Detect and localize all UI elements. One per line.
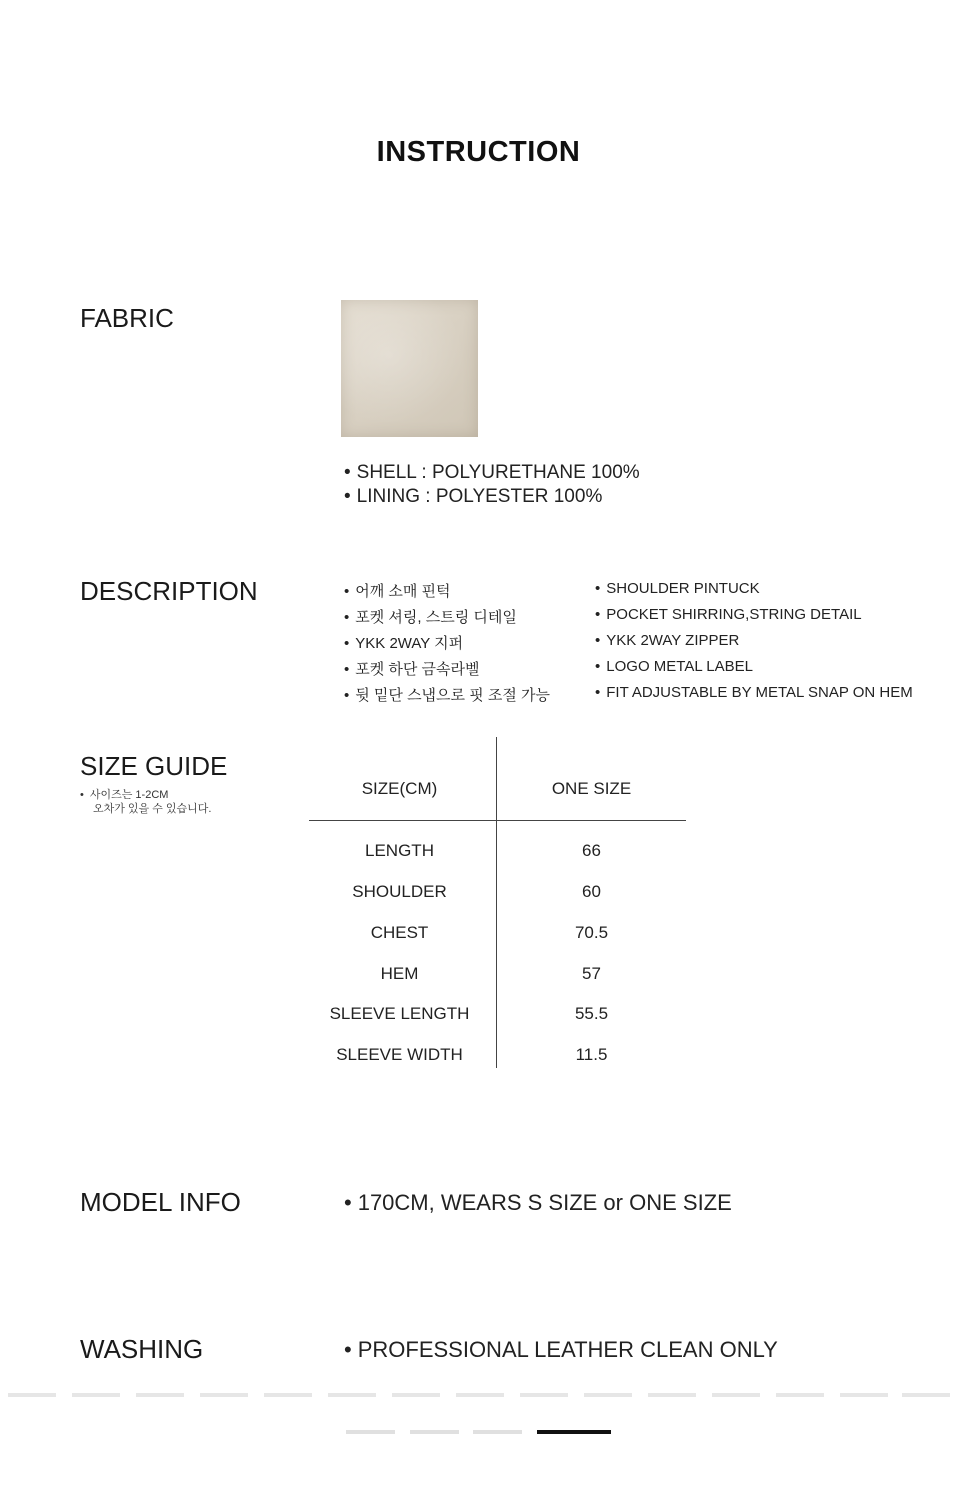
description-heading: DESCRIPTION [80, 576, 258, 606]
fabric-lining-line [344, 486, 602, 508]
table-row-label: CHEST [370, 923, 429, 942]
table-row-value: 60 [582, 882, 601, 901]
divider-dash [648, 1393, 696, 1397]
divider-dash [840, 1393, 888, 1397]
size-tolerance-note [80, 788, 211, 816]
fabric-shell-text: SHELL : POLYURETHANE 100% [356, 462, 640, 483]
bullet-icon: • [344, 661, 350, 678]
list-item-text: 어깨 소매 핀턱 [355, 583, 451, 600]
divider-dash [264, 1393, 312, 1397]
divider-dash [8, 1393, 56, 1397]
list-item [344, 606, 550, 632]
table-row-value: 66 [582, 841, 601, 860]
divider-dash [902, 1393, 950, 1397]
page-title: INSTRUCTION [376, 136, 581, 168]
list-item [344, 684, 550, 710]
divider-dash [328, 1393, 376, 1397]
list-item-text: 뒷 밑단 스냅으로 핏 조절 가능 [355, 687, 550, 704]
table-row-value: 70.5 [574, 923, 609, 942]
list-item-text: YKK 2WAY ZIPPER [606, 632, 740, 649]
fabric-swatch-image [341, 300, 478, 437]
list-item-text: FIT ADJUSTABLE BY METAL SNAP ON HEM [606, 684, 913, 701]
list-item [595, 632, 913, 658]
model-info-heading: MODEL INFO [80, 1187, 241, 1217]
list-item [595, 658, 913, 684]
table-header-size: SIZE(CM) [361, 779, 438, 798]
table-row-label: SLEEVE WIDTH [336, 1045, 463, 1064]
list-item-text: YKK 2WAY 지퍼 [355, 635, 464, 652]
table-row-value: 11.5 [575, 1045, 608, 1064]
description-english-list [595, 580, 913, 710]
table-row-label: SLEEVE LENGTH [329, 1004, 470, 1023]
dashed-divider [0, 1393, 957, 1397]
divider-dash [712, 1393, 760, 1397]
fabric-shell-line [344, 462, 640, 484]
list-item [595, 606, 913, 632]
table-row-label: LENGTH [365, 841, 434, 860]
fabric-lining-text: LINING : POLYESTER 100% [356, 486, 603, 507]
bullet-icon: • [595, 684, 601, 701]
model-info-line [344, 1190, 732, 1216]
bullet-icon: • [344, 687, 350, 704]
divider-dash [520, 1393, 568, 1397]
bullet-icon: • [595, 606, 601, 623]
divider-dash [72, 1393, 120, 1397]
divider-dash [456, 1393, 504, 1397]
list-item [595, 580, 913, 606]
bullet-icon: • [344, 583, 350, 600]
table-header-divider [309, 820, 686, 821]
bullet-icon: • [344, 635, 350, 652]
table-header-one-size: ONE SIZE [551, 779, 632, 798]
list-item [344, 580, 550, 606]
list-item-text: POCKET SHIRRING,STRING DETAIL [606, 606, 862, 623]
table-row-value: 57 [582, 964, 601, 983]
table-row-label: SHOULDER [352, 882, 447, 901]
divider-dash [200, 1393, 248, 1397]
divider-dash [136, 1393, 184, 1397]
bullet-icon: • [595, 658, 601, 675]
washing-heading: WASHING [80, 1334, 204, 1364]
divider-dash [776, 1393, 824, 1397]
fabric-heading: FABRIC [80, 303, 174, 333]
table-row-value: 55.5 [574, 1004, 609, 1023]
list-item-text: 포켓 셔링, 스트링 디테일 [355, 609, 517, 626]
list-item-text: LOGO METAL LABEL [606, 658, 753, 675]
list-item [344, 632, 550, 658]
pager-indicator-4-active[interactable] [537, 1430, 611, 1434]
list-item-text: SHOULDER PINTUCK [606, 580, 760, 597]
bullet-icon: • [344, 1190, 352, 1215]
pager-indicator-2[interactable] [410, 1430, 459, 1434]
carousel-pager [0, 1430, 957, 1434]
note-line-1: 사이즈는 1-2CM [89, 789, 169, 801]
list-item [595, 684, 913, 710]
bullet-icon: • [595, 632, 601, 649]
note-line-2: 오차가 있을 수 있습니다. [93, 803, 212, 815]
bullet-icon: • [80, 789, 84, 801]
washing-text: PROFESSIONAL LEATHER CLEAN ONLY [357, 1337, 778, 1362]
washing-line [344, 1337, 778, 1363]
divider-dash [584, 1393, 632, 1397]
pager-indicator-3[interactable] [473, 1430, 522, 1434]
bullet-icon: • [595, 580, 601, 597]
divider-dash [392, 1393, 440, 1397]
model-info-text: 170CM, WEARS S SIZE or ONE SIZE [357, 1190, 732, 1215]
table-row-label: HEM [380, 964, 419, 983]
size-guide-heading: SIZE GUIDE [80, 751, 228, 781]
bullet-icon: • [344, 462, 351, 483]
bullet-icon: • [344, 486, 351, 507]
bullet-icon: • [344, 1337, 352, 1362]
pager-indicator-1[interactable] [346, 1430, 395, 1434]
list-item [344, 658, 550, 684]
list-item-text: 포켓 하단 금속라벨 [355, 661, 480, 678]
bullet-icon: • [344, 609, 350, 626]
description-korean-list [344, 580, 550, 710]
